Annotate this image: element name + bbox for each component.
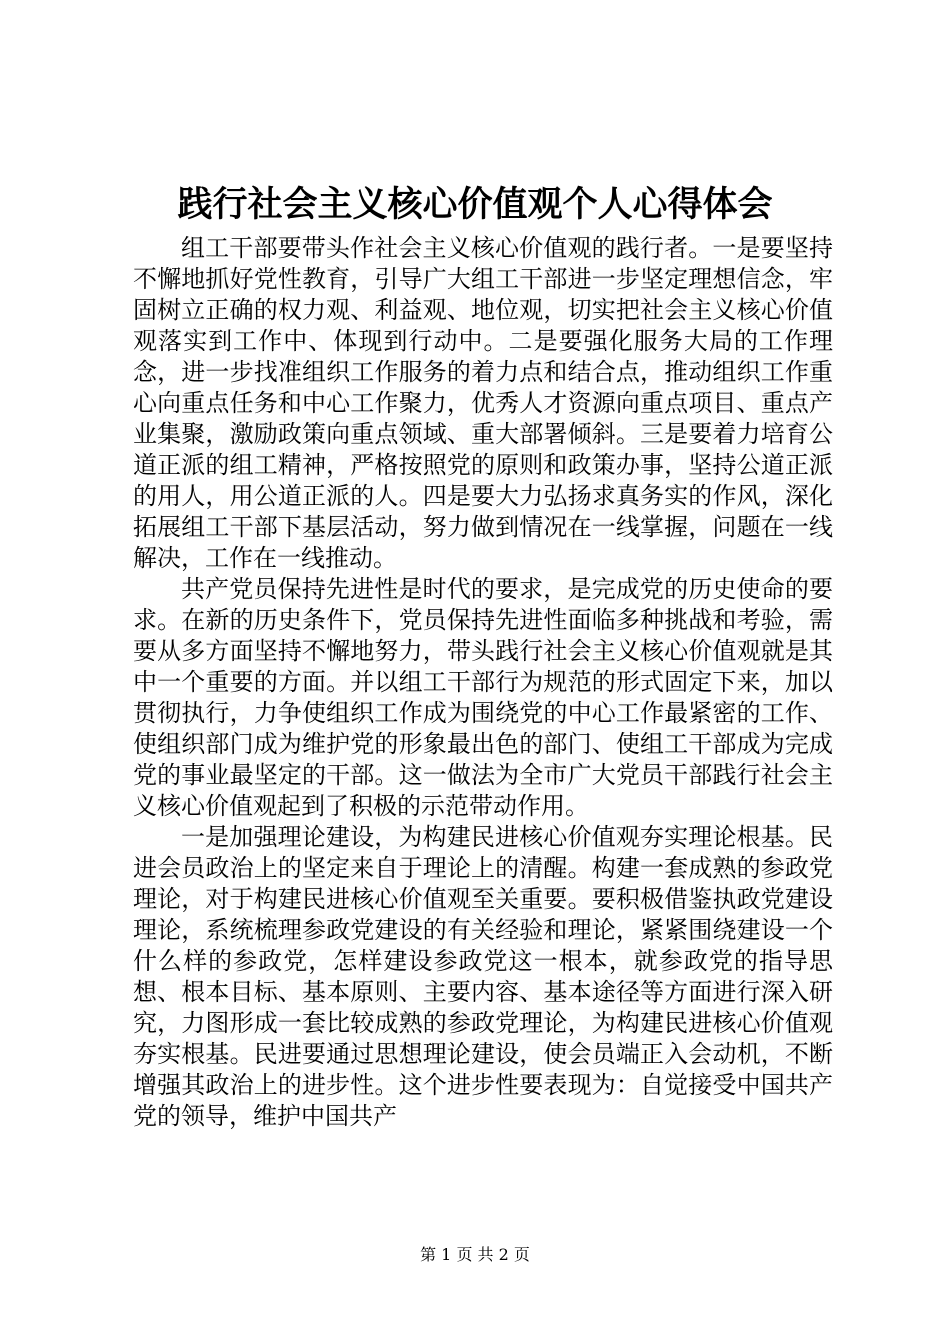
paragraph-2: 共产党员保持先进性是时代的要求，是完成党的历史使命的要求。在新的历史条件下，党员保持先进性面临多种挑战和考验，需要从多方面坚持不懈地努力，带头践行社会主义核心价值观就是其中一个重要的方面。并以组工干部行为规范的形式固定下来，加以贯彻执行，力争使组织工作成为围绕党的中心工作最紧密的工作、使组织部门成为维护党的形象最出色的部门、使组工干部成为完成党的事业最坚定的干部。这一做法为全市广大党员干部践行社会主义核心价值观起到了积极的示范带动作用。: [133, 575, 833, 820]
document-body: [133, 233, 833, 1132]
page-footer: 第 1 页 共 2 页: [420, 1245, 530, 1264]
paragraph-1: 组工干部要带头作社会主义核心价值观的践行者。一是要坚持不懈地抓好党性教育，引导广大组工干部进一步坚定理想信念，牢固树立正确的权力观、利益观、地位观，切实把社会主义核心价值观落实到工作中、体现到行动中。二是要强化服务大局的工作理念，进一步找准组织工作服务的着力点和结合点，推动组织工作重心向重点任务和中心工作聚力，优秀人才资源向重点项目、重点产业集聚，激励政策向重点领域、重大部署倾斜。三是要着力培育公道正派的组工精神，严格按照党的原则和政策办事，坚持公道正派的用人，用公道正派的人。四是要大力弘扬求真务实的作风，深化拓展组工干部下基层活动，努力做到情况在一线掌握，问题在一线解决，工作在一线推动。: [133, 234, 833, 572]
paragraph-3: 一是加强理论建设，为构建民进核心价值观夯实理论根基。民进会员政治上的坚定来自于理论上的清醒。构建一套成熟的参政党理论，对于构建民进核心价值观至关重要。要积极借鉴执政党建设理论，系统梳理参政党建设的有关经验和理论，紧紧围绕建设一个什么样的参政党，怎样建设参政党这一根本，就参政党的指导思想、根本目标、基本原则、主要内容、基本途径等方面进行深入研究，力图形成一套比较成熟的参政党理论，为构建民进核心价值观夯实根基。民进要通过思想理论建设，使会员端正入会动机，不断增强其政治上的进步性。这个进步性要表现为：自觉接受中国共产党的领导，维护中国共产: [133, 823, 833, 1130]
document-title: 践行社会主义核心价值观个人心得体会: [177, 184, 773, 225]
